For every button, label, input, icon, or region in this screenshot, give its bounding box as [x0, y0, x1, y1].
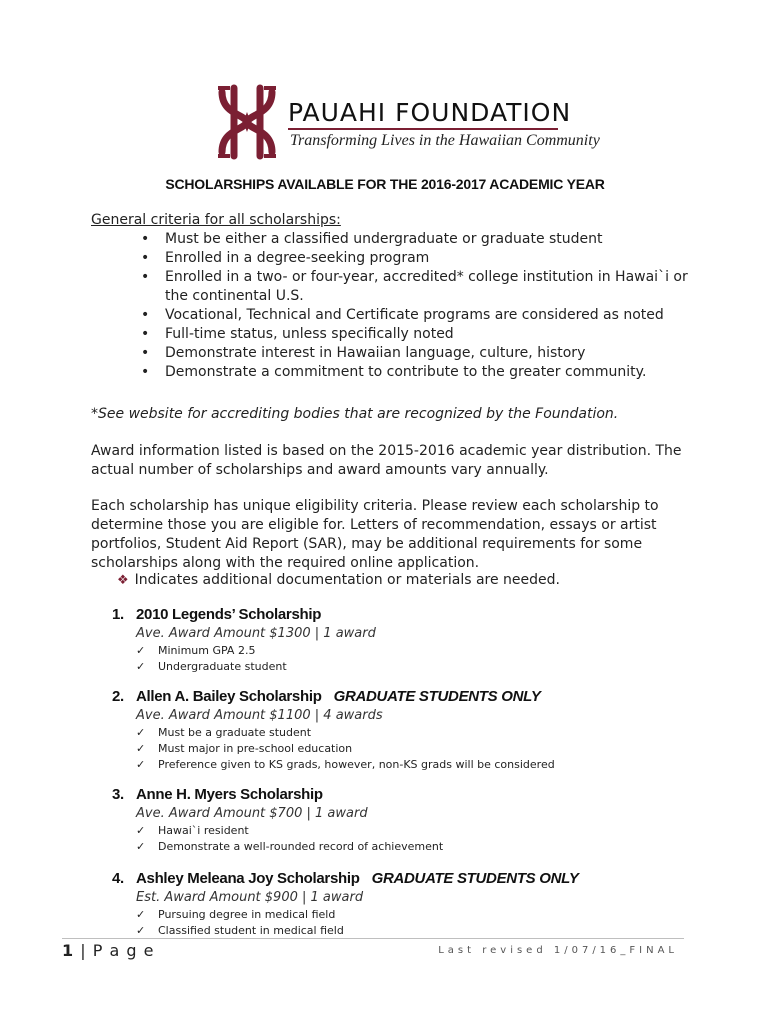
page-number-value: 1: [62, 941, 75, 960]
scholarship-number: 4.: [112, 870, 124, 887]
scholarship-entry: [112, 870, 672, 939]
requirement-item: ✓ Hawai`i resident: [136, 824, 249, 837]
criteria-item: • Demonstrate a commitment to contribute to the greater community.: [141, 363, 701, 382]
criteria-item: • Full-time status, unless specifically noted: [141, 325, 701, 344]
requirement-item: ✓ Classified student in medical field: [136, 924, 344, 937]
requirements-list: [136, 725, 672, 773]
org-name: PAUAHI FOUNDATION: [288, 98, 572, 127]
documentation-legend: [117, 571, 560, 590]
page-title: SCHOLARSHIPS AVAILABLE FOR THE 2016-2017 ACADEMIC YEAR: [165, 176, 605, 192]
criteria-list: [141, 230, 701, 382]
footer-divider: [62, 938, 684, 939]
scholarship-award: Ave. Award Amount $1100 | 4 awards: [136, 708, 383, 723]
scholarship-heading: [112, 870, 672, 890]
checkmark-icon: ✓: [136, 924, 146, 937]
scholarship-heading: [112, 786, 672, 806]
scholarship-award: Ave. Award Amount $700 | 1 award: [136, 806, 368, 821]
checkmark-icon: ✓: [136, 758, 146, 771]
scholarship-entry: [112, 606, 672, 675]
scholarship-name: Allen A. Bailey Scholarship: [136, 688, 322, 705]
revision-note: Last revised 1/07/16_FINAL: [438, 945, 678, 956]
diamond-bullet-icon: ❖: [117, 573, 129, 588]
scholarship-heading: [112, 606, 672, 626]
criteria-item: • Must be either a classified undergraduate or graduate student: [141, 230, 701, 249]
accreditation-note: *See website for accrediting bodies that are recognized by the Foundation.: [91, 406, 619, 422]
criteria-item: • Demonstrate interest in Hawaiian language, culture, history: [141, 344, 701, 363]
requirement-item: ✓ Must be a graduate student: [136, 726, 312, 739]
requirement-item: ✓ Must major in pre-school education: [136, 742, 353, 755]
checkmark-icon: ✓: [136, 908, 146, 921]
checkmark-icon: ✓: [136, 840, 146, 853]
requirement-item: ✓ Pursuing degree in medical field: [136, 908, 336, 921]
checkmark-icon: ✓: [136, 742, 146, 755]
scholarship-entry: [112, 786, 672, 855]
criteria-item: • Vocational, Technical and Certificate programs are considered as noted: [141, 306, 701, 325]
scholarship-award: Ave. Award Amount $1300 | 1 award: [136, 626, 376, 641]
criteria-heading: General criteria for all scholarships:: [91, 212, 341, 228]
graduate-only-label: GRADUATE STUDENTS ONLY: [333, 688, 541, 705]
eligibility-paragraph: Each scholarship has unique eligibility criteria. Please review each scholarship to determine those you are eligible for. Letters of recommendation, essays or artist portfolios, Student Aid Report (SAR), may be additional requirements for some scholarships along with the required online application.: [91, 498, 659, 571]
page-number: [62, 941, 154, 960]
requirements-list: [136, 907, 672, 939]
pauahi-monogram-icon: [214, 84, 280, 160]
requirement-item: ✓ Minimum GPA 2.5: [136, 644, 256, 657]
scholarship-award: Est. Award Amount $900 | 1 award: [136, 890, 364, 905]
checkmark-icon: ✓: [136, 824, 146, 837]
scholarship-name: 2010 Legends’ Scholarship: [136, 606, 322, 623]
checkmark-icon: ✓: [136, 660, 146, 673]
checkmark-icon: ✓: [136, 644, 146, 657]
scholarship-name: Ashley Meleana Joy Scholarship: [136, 870, 360, 887]
checkmark-icon: ✓: [136, 726, 146, 739]
requirements-list: [136, 643, 672, 675]
scholarship-name: Anne H. Myers Scholarship: [136, 786, 323, 803]
pauahi-logo: [214, 84, 600, 160]
logo-divider: [288, 128, 558, 130]
page-label: | P a g e: [80, 941, 155, 960]
scholarship-number: 2.: [112, 688, 124, 705]
org-tagline: Transforming Lives in the Hawaiian Community: [290, 132, 600, 149]
scholarship-entry: [112, 688, 672, 773]
scholarship-number: 3.: [112, 786, 124, 803]
requirement-item: ✓ Undergraduate student: [136, 660, 287, 673]
graduate-only-label: GRADUATE STUDENTS ONLY: [371, 870, 579, 887]
requirement-item: ✓ Demonstrate a well-rounded record of achievement: [136, 840, 444, 853]
documentation-legend-text: Indicates additional documentation or materials are needed.: [134, 572, 560, 588]
scholarship-number: 1.: [112, 606, 124, 623]
requirements-list: [136, 823, 672, 855]
scholarship-heading: [112, 688, 672, 708]
award-info-paragraph: Award information listed is based on the 2015-2016 academic year distribution. The actual number of scholarships and award amounts vary annually.: [91, 443, 682, 478]
requirement-item: ✓ Preference given to KS grads, however, non-KS grads will be considered: [136, 758, 555, 771]
criteria-item: • Enrolled in a degree-seeking program: [141, 249, 701, 268]
criteria-item: • Enrolled in a two- or four-year, accredited* college institution in Hawai`i or the continental U.S.: [141, 268, 701, 306]
